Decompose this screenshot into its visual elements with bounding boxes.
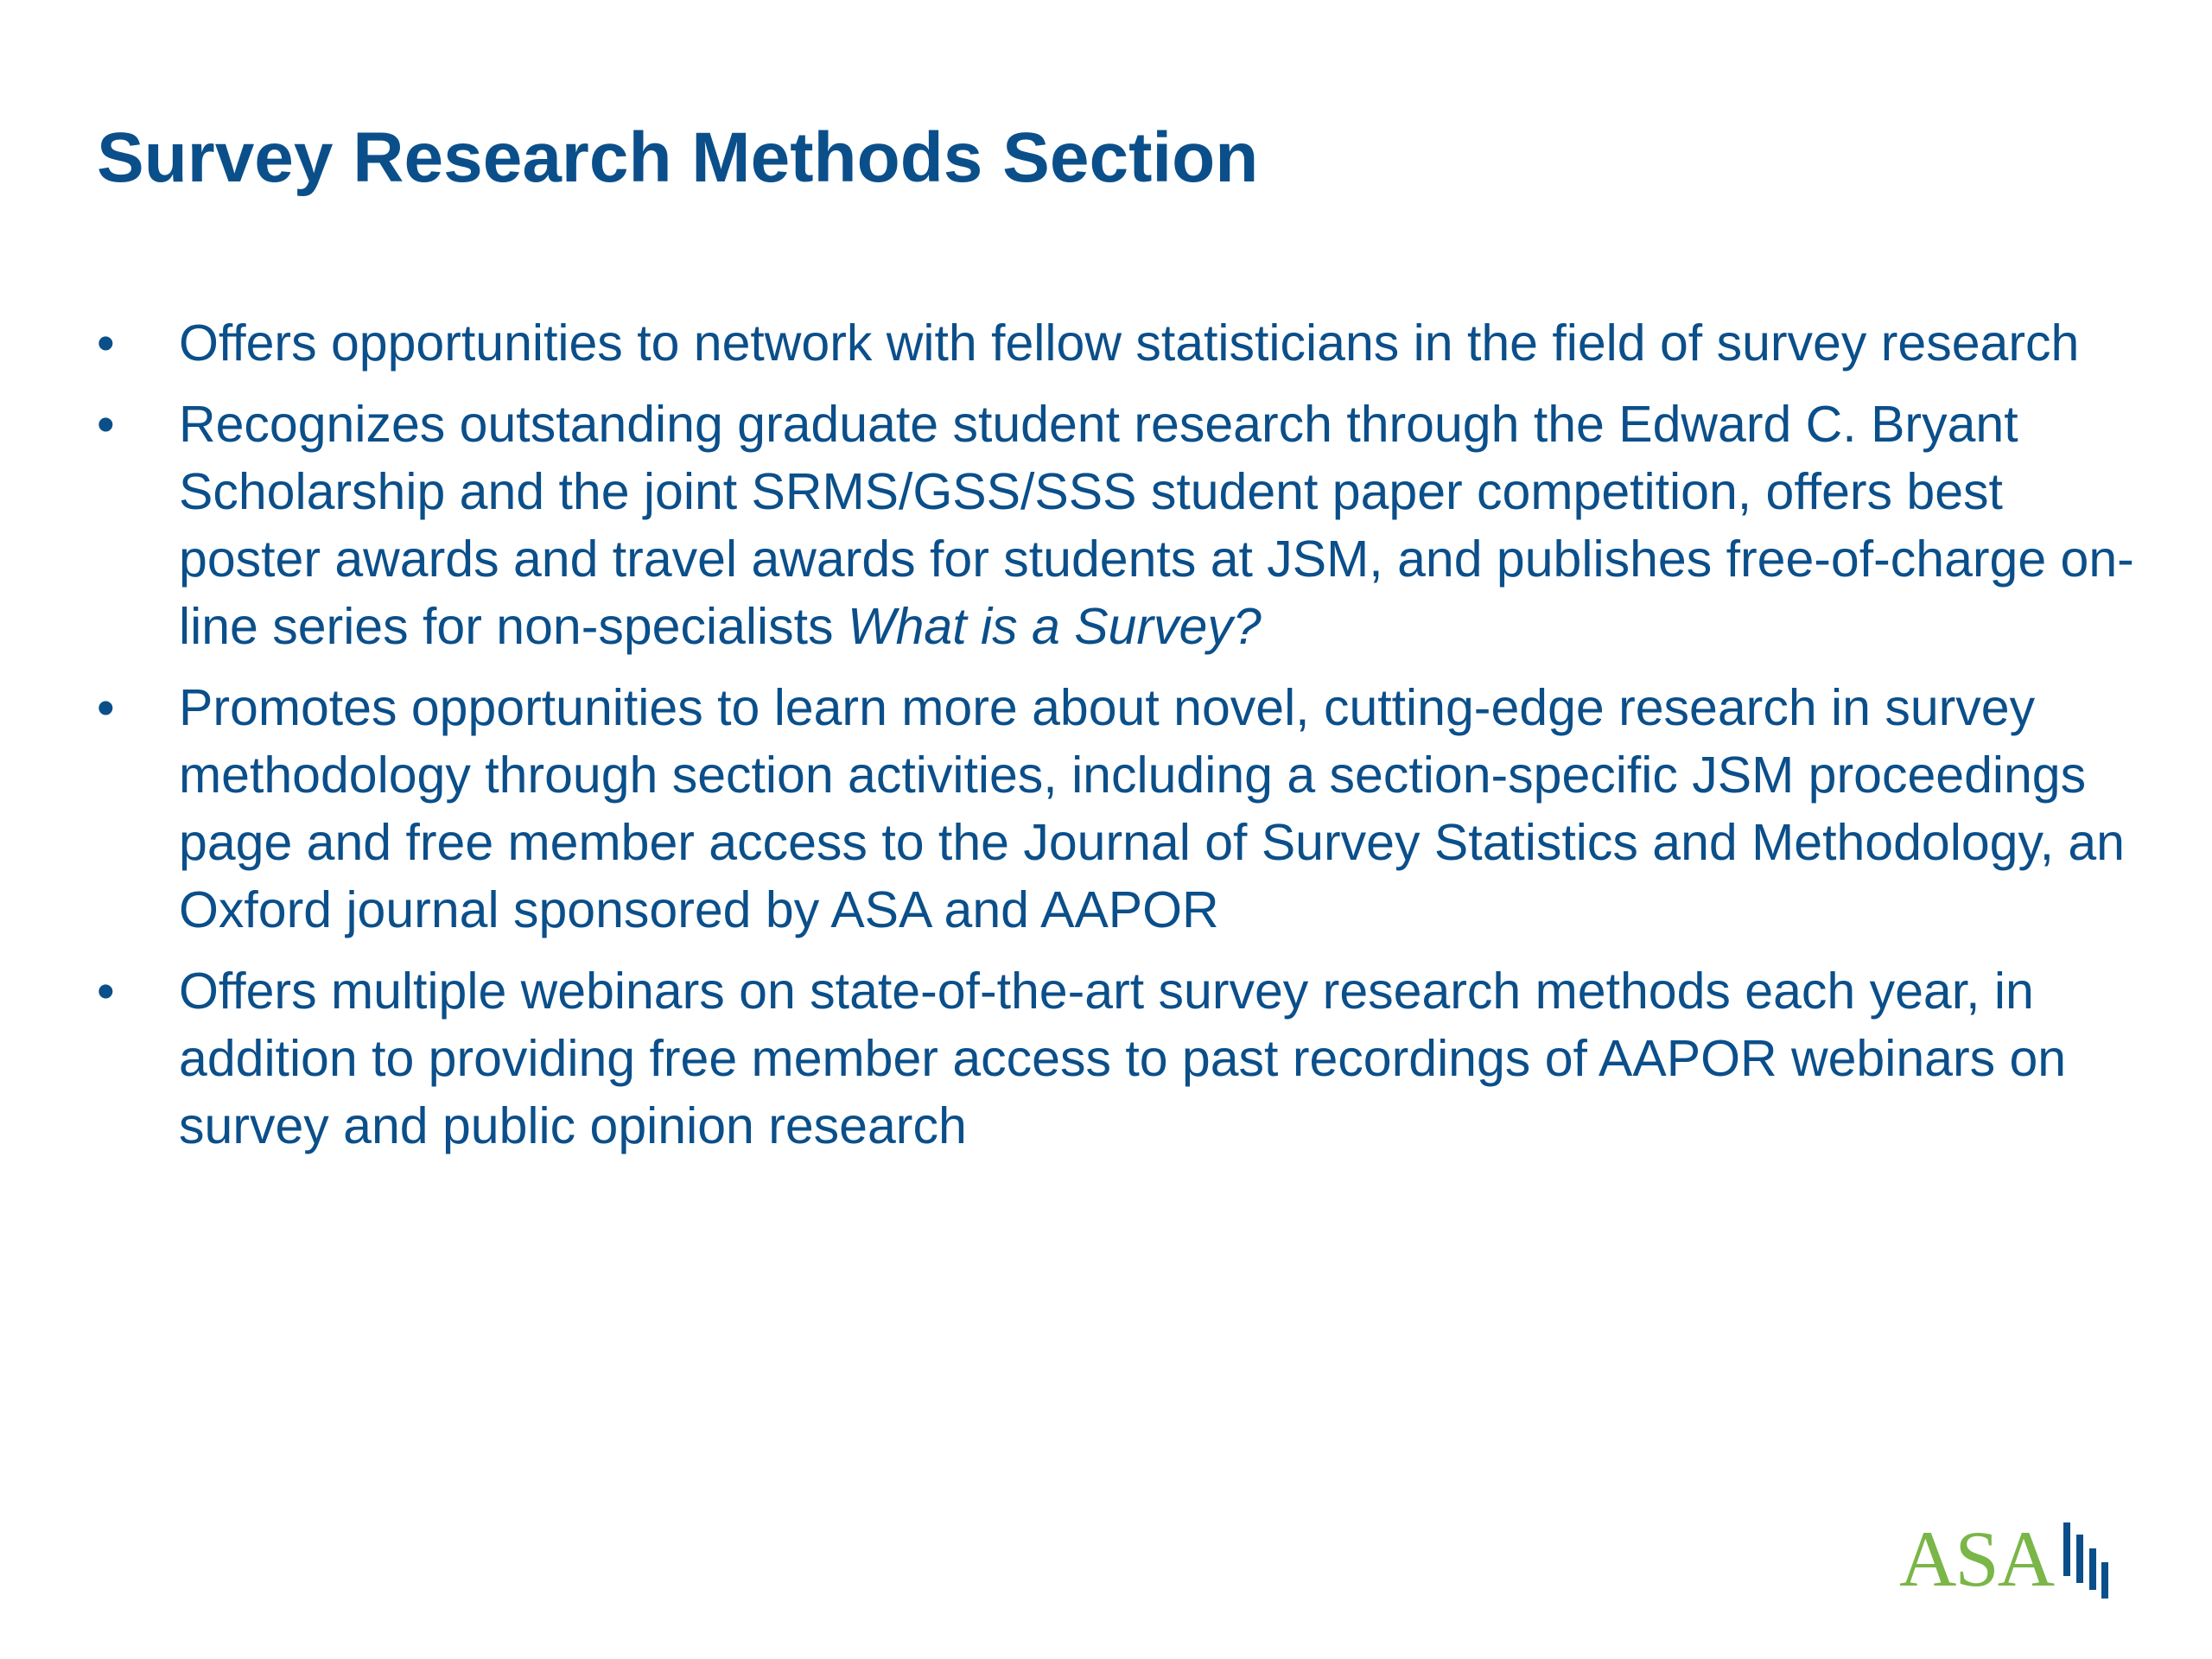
bar-chart-icon bbox=[2063, 1522, 2108, 1600]
bullet-marker: • bbox=[97, 396, 115, 453]
bullet-item bbox=[97, 309, 2153, 377]
bullet-item bbox=[97, 391, 2153, 660]
slide-title: Survey Research Methods Section bbox=[97, 118, 1259, 197]
asa-logo bbox=[1899, 1515, 2115, 1603]
bullet-text-body: Offers opportunities to network with fellow statisticians in the field of survey research bbox=[179, 315, 2080, 372]
bullet-text bbox=[179, 315, 2079, 372]
bullet-text-body: Offers multiple webinars on state-of-the-art survey research methods each year, in addition to providing free member access to past recordings of AAPOR webinars on survey and public opinion research bbox=[179, 963, 2067, 1154]
bullet-list bbox=[97, 309, 2153, 1173]
bullet-marker: • bbox=[97, 963, 115, 1020]
bullet-marker: • bbox=[97, 679, 115, 736]
bullet-text-body: Promotes opportunities to learn more about novel, cutting-edge research in survey methodology through section activities, including a section-specific JSM proceedings page and free member access to the Journal of Survey Statistics and Methodology, an Oxford journal sponsored by ASA and AAPOR bbox=[179, 679, 2125, 938]
bullet-text-body: Recognizes outstanding graduate student research through the Edward C. Bryant Scholarship and the joint SRMS/GSS/SSS student paper competition, offers best poster awards and travel awards for students at JSM, and publishes free-of-charge on-line series for non-specialists bbox=[179, 396, 2134, 655]
asa-logo-text: ASA bbox=[1899, 1515, 2054, 1603]
bullet-item bbox=[97, 674, 2153, 944]
bullet-text bbox=[179, 679, 2125, 938]
bullet-italic-title: What is a Survey? bbox=[847, 598, 1262, 655]
bullet-item bbox=[97, 957, 2153, 1160]
bullet-marker: • bbox=[97, 315, 115, 372]
bullet-text bbox=[179, 963, 2066, 1154]
bullet-text bbox=[179, 396, 2134, 655]
